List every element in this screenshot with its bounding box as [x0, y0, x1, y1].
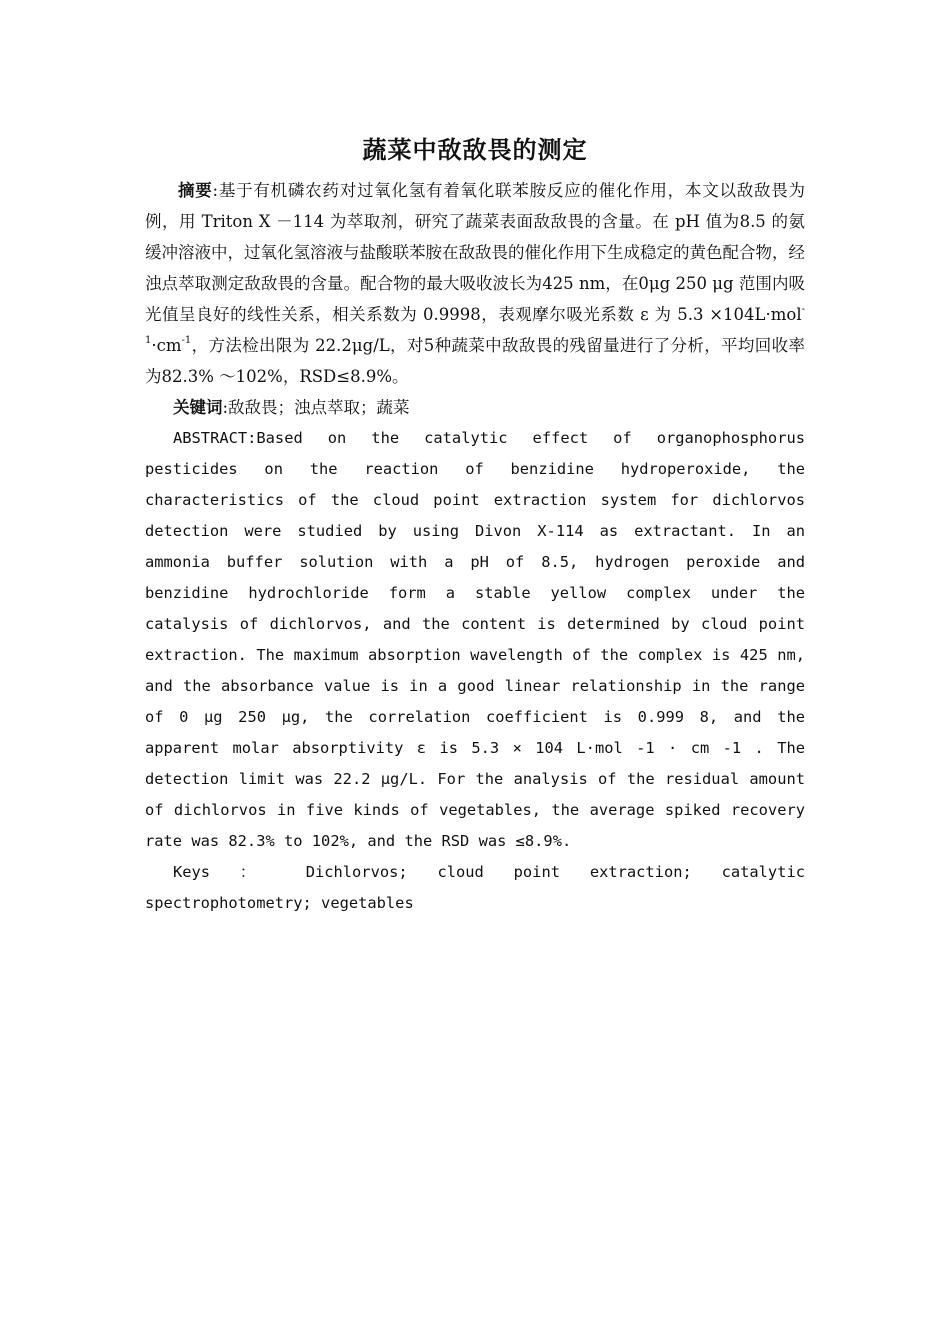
- abstract-cn: [145, 175, 805, 392]
- keywords-cn-label: 关键词: [173, 398, 223, 417]
- abstract-cn-text-1: :基于有机磷农药对过氧化氢有着氧化联苯胺反应的催化作用，本文以敌敌畏为例，用 Triton X －114 为萃取剂，研究了蔬菜表面敌敌畏的含量。在 pH 值为8.5 的氨缓冲溶液中，过氧化氢溶液与盐酸联苯胺在敌敌畏的催化作用下生成稳定的黄色配合物，经浊点萃取测定敌敌畏的含量。配合物的最大吸收波长为425 nm，在0μg 250 μg 范围内吸光值呈良好的线性关系，相关系数为 0.9998，表观摩尔吸光系数 ε 为 5.3 ×104L·mol: [145, 181, 806, 324]
- paper-page: [145, 130, 805, 919]
- abstract-cn-text-3: ，方法检出限为 22.2μg/L，对5种蔬菜中敌敌畏的残留量进行了分析，平均回收率为82.3% ～102%，RSD≤8.9%。: [145, 336, 805, 386]
- abstract-cn-sup-1: -1: [145, 304, 805, 346]
- abstract-cn-label: 摘要: [178, 181, 213, 200]
- keywords-cn: [145, 392, 805, 423]
- paper-title: 蔬菜中敌敌畏的测定: [362, 136, 588, 164]
- abstract-en: ABSTRACT:Based on the catalytic effect of organophosphorus pesticides on the reaction of benzidine hydroperoxide, the characteristics of the cloud point extraction system for dichlorvos detection were studied by using Divon X-114 as extractant. In an ammonia buffer solution with a pH of 8.5, hydrogen peroxide and benzidine hydrochloride form a stable yellow complex under the catalysis of dichlorvos, and the content is determined by cloud point extraction. The maximum absorption wavelength of the complex is 425 nm, and the absorbance value is in a good linear relationship in the range of 0 μg 250 μg, the correlation coefficient is 0.999 8, and the apparent molar absorptivity ε is 5.3 × 104 L·mol -1 · cm -1 . The detection limit was 22.2 μg/L. For the analysis of the residual amount of dichlorvos in five kinds of vegetables, the average spiked recovery rate was 82.3% to 102%, and the RSD was ≤8.9%.: [145, 429, 805, 850]
- keywords-cn-text: :敌敌畏；浊点萃取；蔬菜: [222, 398, 410, 417]
- abstract-cn-sup-2: -1: [181, 335, 192, 346]
- keywords-en: Keys ： Dichlorvos; cloud point extraction; catalytic spectrophotometry; vegetables: [145, 863, 805, 912]
- abstract-cn-text-2: ·cm: [151, 336, 182, 355]
